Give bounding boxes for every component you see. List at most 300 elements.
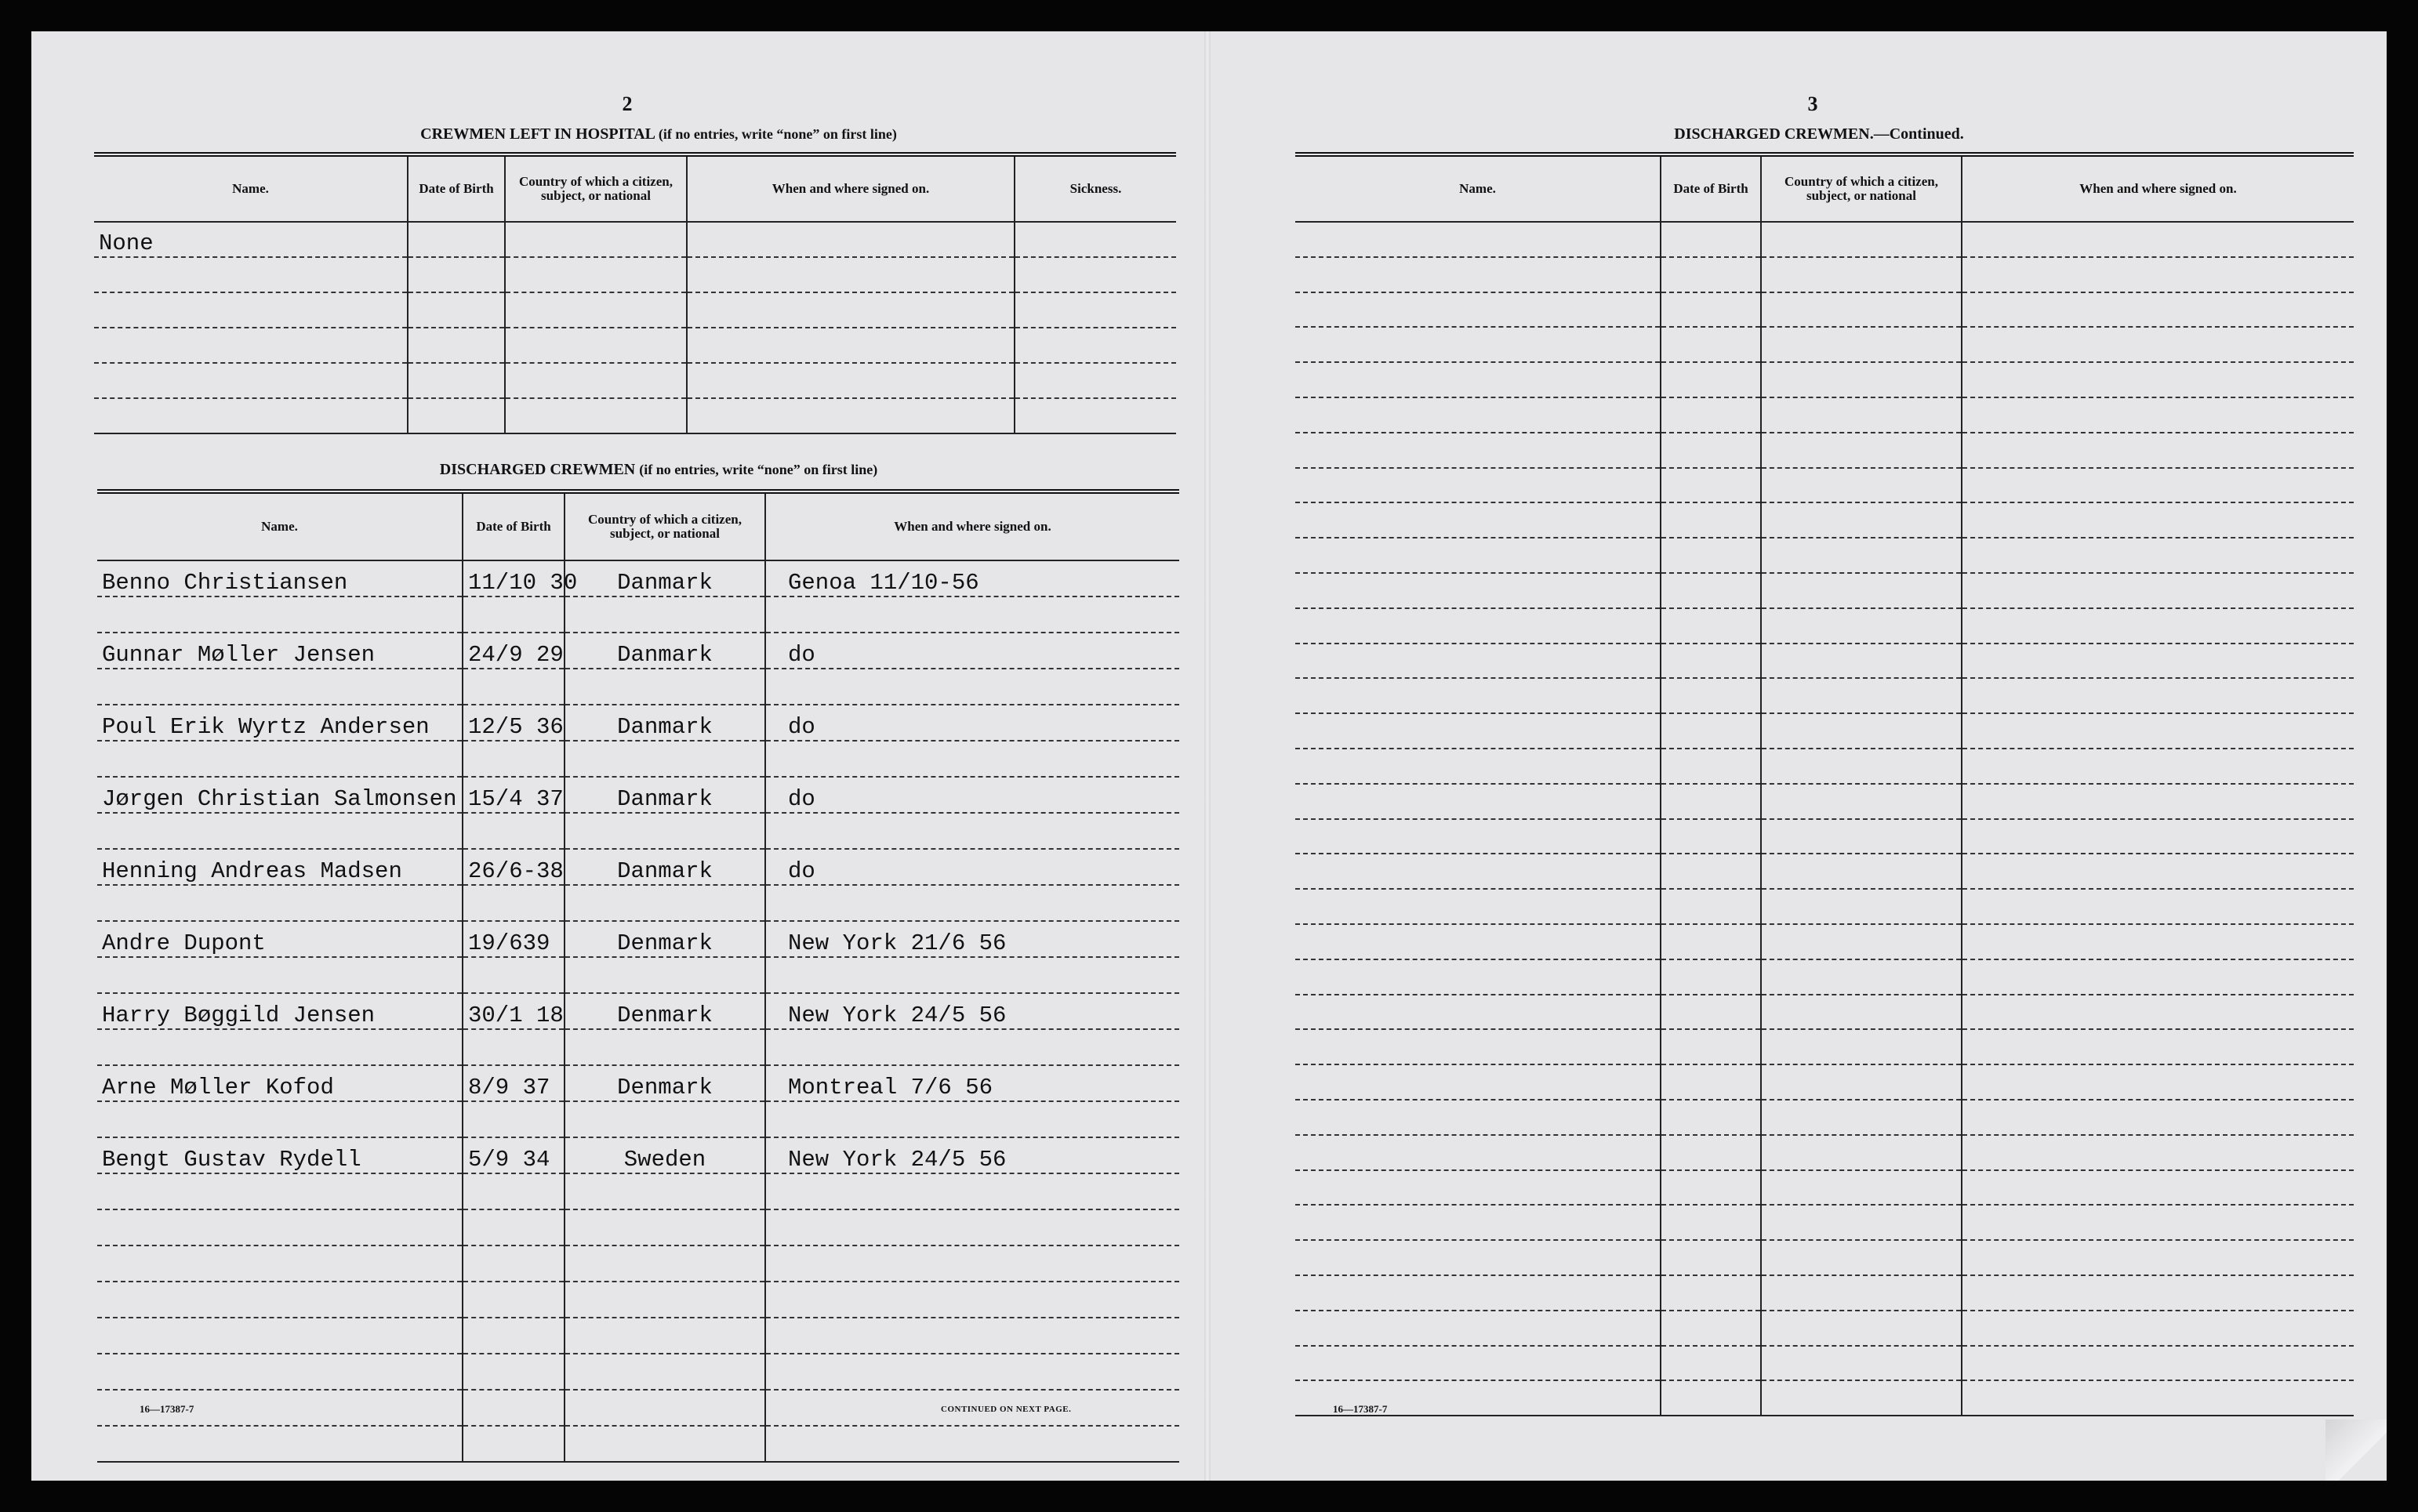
blank-cell: [1962, 468, 2354, 503]
blank-cell: [565, 957, 765, 993]
continued-rows: [1295, 222, 2354, 1416]
table-row: [1295, 678, 2354, 713]
header-name: Name.: [97, 491, 463, 560]
blank-cell: [765, 741, 1179, 777]
blank-cell: [97, 1173, 463, 1209]
cell-signed: do: [765, 705, 1179, 741]
blank-cell: [1962, 292, 2354, 328]
blank-cell: [97, 1354, 463, 1390]
table-row: [94, 398, 1176, 433]
blank-cell: [1761, 222, 1962, 257]
cell-dob: [408, 222, 505, 257]
cell-signed: do: [765, 633, 1179, 669]
table-row: [97, 633, 1179, 669]
blank-cell: [1962, 1064, 2354, 1100]
table-row: [1295, 538, 2354, 573]
discharged-rows: [97, 560, 1179, 1462]
blank-cell: [1962, 854, 2354, 889]
blank-cell: [1295, 292, 1661, 328]
form-code: 16—17387-7: [140, 1403, 194, 1415]
blank-cell: [1295, 538, 1661, 573]
table-row: [97, 993, 1179, 1029]
blank-cell: [1295, 995, 1661, 1030]
blank-cell: [565, 1282, 765, 1318]
table-row: [1295, 608, 2354, 644]
blank-cell: [97, 957, 463, 993]
blank-cell: [1962, 713, 2354, 749]
blank-cell: [1661, 538, 1761, 573]
table-row: [97, 1209, 1179, 1245]
blank-cell: [1661, 995, 1761, 1030]
cell-name: Jørgen Christian Salmonsen: [97, 777, 463, 813]
table-row: [94, 222, 1176, 257]
cell-country: Denmark: [565, 921, 765, 957]
blank-cell: [1761, 608, 1962, 644]
hospital-title-note: (if no entries, write “none” on first line): [658, 126, 897, 142]
blank-cell: [1761, 889, 1962, 924]
table-row: [1295, 854, 2354, 889]
table-row: [97, 705, 1179, 741]
blank-cell: [463, 813, 565, 849]
blank-cell: [1962, 362, 2354, 397]
blank-cell: [463, 1354, 565, 1390]
blank-cell: [1295, 1311, 1661, 1346]
cell-dob: 24/9 29: [463, 633, 565, 669]
page-curl: [2325, 1420, 2387, 1481]
cell-signed: Montreal 7/6 56: [765, 1065, 1179, 1101]
blank-cell: [1295, 1205, 1661, 1240]
table-row: [1295, 222, 2354, 257]
cell-name: [94, 257, 408, 292]
blank-cell: [1962, 1205, 2354, 1240]
table-row: [97, 957, 1179, 993]
blank-cell: [1295, 1275, 1661, 1311]
blank-cell: [1962, 1170, 2354, 1206]
cell-signed: [687, 222, 1015, 257]
blank-cell: [1761, 1029, 1962, 1064]
discharged-title-note: (if no entries, write “none” on first line): [639, 462, 878, 477]
blank-cell: [97, 1209, 463, 1245]
blank-cell: [1295, 644, 1661, 679]
blank-cell: [1661, 889, 1761, 924]
cell-name: Andre Dupont: [97, 921, 463, 957]
blank-cell: [1962, 1275, 2354, 1311]
cell-country: Sweden: [565, 1137, 765, 1173]
cell-name: Henning Andreas Madsen: [97, 849, 463, 885]
cell-country: Danmark: [565, 777, 765, 813]
hospital-table: [94, 152, 1176, 434]
table-row: [97, 1137, 1179, 1173]
blank-cell: [1295, 362, 1661, 397]
blank-cell: [1295, 468, 1661, 503]
blank-cell: [463, 1318, 565, 1354]
blank-cell: [1962, 924, 2354, 959]
blank-cell: [1962, 257, 2354, 292]
blank-cell: [1761, 538, 1962, 573]
blank-cell: [765, 1245, 1179, 1282]
blank-cell: [1661, 1311, 1761, 1346]
cell-dob: 26/6-38: [463, 849, 565, 885]
table-row: [97, 1101, 1179, 1137]
scanned-document: [31, 31, 2387, 1481]
cell-sickness: [1015, 292, 1176, 328]
table-row: [97, 885, 1179, 921]
blank-cell: [765, 1029, 1179, 1065]
blank-cell: [565, 1245, 765, 1282]
blank-cell: [765, 1282, 1179, 1318]
hospital-section-title: [125, 125, 1192, 143]
blank-cell: [1661, 292, 1761, 328]
blank-cell: [1661, 1205, 1761, 1240]
blank-cell: [1295, 1346, 1661, 1381]
cell-dob: 19/639: [463, 921, 565, 957]
blank-cell: [1661, 608, 1761, 644]
blank-cell: [1962, 1029, 2354, 1064]
blank-cell: [1962, 327, 2354, 362]
discharged-continued-title: DISCHARGED CREWMEN.—Continued.: [1674, 125, 1964, 143]
table-row: [1295, 362, 2354, 397]
table-row: [94, 257, 1176, 292]
table-row: [94, 328, 1176, 363]
blank-cell: [1295, 854, 1661, 889]
cell-name: [94, 292, 408, 328]
table-row: [97, 1282, 1179, 1318]
blank-cell: [1661, 327, 1761, 362]
blank-cell: [1962, 608, 2354, 644]
blank-cell: [1295, 327, 1661, 362]
table-row: [1295, 1135, 2354, 1170]
table-row: [1295, 468, 2354, 503]
blank-cell: [1962, 573, 2354, 608]
discharged-header-row: [97, 491, 1179, 560]
blank-cell: [1295, 1240, 1661, 1275]
blank-cell: [1962, 1100, 2354, 1135]
blank-cell: [1761, 713, 1962, 749]
blank-cell: [1761, 644, 1962, 679]
blank-cell: [1295, 433, 1661, 468]
table-row: [97, 596, 1179, 633]
blank-cell: [565, 1426, 765, 1462]
table-row: [1295, 292, 2354, 328]
blank-cell: [1295, 889, 1661, 924]
blank-cell: [463, 885, 565, 921]
cell-country: Danmark: [565, 849, 765, 885]
blank-cell: [1761, 362, 1962, 397]
table-row: [1295, 1170, 2354, 1206]
blank-cell: [1761, 749, 1962, 784]
discharged-continued-table: [1295, 152, 2354, 1416]
blank-cell: [765, 1101, 1179, 1137]
header-signed: When and where signed on.: [1962, 154, 2354, 222]
cell-signed: [687, 328, 1015, 363]
blank-cell: [1295, 959, 1661, 995]
blank-cell: [1661, 784, 1761, 819]
cell-signed: New York 24/5 56: [765, 993, 1179, 1029]
cell-signed: do: [765, 777, 1179, 813]
cell-sickness: [1015, 257, 1176, 292]
blank-cell: [1761, 397, 1962, 433]
blank-cell: [1962, 538, 2354, 573]
blank-cell: [463, 957, 565, 993]
blank-cell: [1761, 433, 1962, 468]
cell-name: Arne Møller Kofod: [97, 1065, 463, 1101]
header-country: Country of which a citizen, subject, or national: [565, 491, 765, 560]
blank-cell: [1761, 1205, 1962, 1240]
table-row: [1295, 1029, 2354, 1064]
blank-cell: [97, 741, 463, 777]
blank-cell: [1661, 468, 1761, 503]
cell-dob: 15/4 37: [463, 777, 565, 813]
blank-cell: [1761, 1311, 1962, 1346]
blank-cell: [765, 1318, 1179, 1354]
blank-cell: [463, 1390, 565, 1426]
blank-cell: [1761, 1380, 1962, 1416]
blank-cell: [1761, 1100, 1962, 1135]
blank-cell: [765, 885, 1179, 921]
hospital-title-text: CREWMEN LEFT IN HOSPITAL: [420, 125, 655, 143]
blank-cell: [765, 1173, 1179, 1209]
right-page: [1207, 31, 2387, 1481]
cell-sickness: [1015, 363, 1176, 398]
blank-cell: [97, 669, 463, 705]
cell-signed: [687, 257, 1015, 292]
table-row: [94, 363, 1176, 398]
blank-cell: [1962, 1240, 2354, 1275]
hospital-rows: [94, 222, 1176, 433]
blank-cell: [1761, 502, 1962, 538]
left-page: [31, 31, 1207, 1481]
blank-cell: [1661, 502, 1761, 538]
blank-cell: [1661, 257, 1761, 292]
blank-cell: [463, 1101, 565, 1137]
cell-dob: 12/5 36: [463, 705, 565, 741]
table-row: [1295, 889, 2354, 924]
table-row: [1295, 433, 2354, 468]
blank-cell: [97, 885, 463, 921]
discharged-section-title: [125, 461, 1192, 479]
blank-cell: [1661, 1170, 1761, 1206]
blank-cell: [1761, 292, 1962, 328]
cell-country: Denmark: [565, 1065, 765, 1101]
blank-cell: [1661, 678, 1761, 713]
cell-signed: do: [765, 849, 1179, 885]
blank-cell: [1761, 784, 1962, 819]
cell-country: Danmark: [565, 705, 765, 741]
blank-cell: [1761, 959, 1962, 995]
blank-cell: [1661, 1275, 1761, 1311]
blank-cell: [1295, 1135, 1661, 1170]
blank-cell: [1761, 1170, 1962, 1206]
continued-header-row: [1295, 154, 2354, 222]
blank-cell: [565, 1318, 765, 1354]
cell-country: Danmark: [565, 633, 765, 669]
blank-cell: [565, 596, 765, 633]
cell-name: Harry Bøggild Jensen: [97, 993, 463, 1029]
blank-cell: [1661, 1064, 1761, 1100]
cell-sickness: [1015, 328, 1176, 363]
blank-cell: [765, 1354, 1179, 1390]
table-row: [1295, 644, 2354, 679]
cell-signed: [687, 398, 1015, 433]
blank-cell: [1962, 502, 2354, 538]
table-row: [1295, 502, 2354, 538]
blank-cell: [565, 1029, 765, 1065]
table-row: [1295, 749, 2354, 784]
blank-cell: [1761, 1346, 1962, 1381]
table-row: [97, 1354, 1179, 1390]
table-row: [1295, 327, 2354, 362]
blank-cell: [463, 1209, 565, 1245]
cell-country: [505, 257, 687, 292]
table-row: [1295, 1275, 2354, 1311]
blank-cell: [1295, 784, 1661, 819]
blank-cell: [97, 1282, 463, 1318]
blank-cell: [765, 813, 1179, 849]
blank-cell: [765, 1209, 1179, 1245]
table-row: [1295, 819, 2354, 854]
blank-cell: [97, 1101, 463, 1137]
blank-cell: [1962, 784, 2354, 819]
cell-country: Danmark: [565, 560, 765, 596]
blank-cell: [565, 1390, 765, 1426]
cell-dob: 5/9 34: [463, 1137, 565, 1173]
table-row: [97, 813, 1179, 849]
blank-cell: [1661, 1346, 1761, 1381]
blank-cell: [1295, 257, 1661, 292]
blank-cell: [1661, 924, 1761, 959]
cell-signed: Genoa 11/10-56: [765, 560, 1179, 596]
blank-cell: [1295, 819, 1661, 854]
cell-dob: [408, 257, 505, 292]
blank-cell: [1295, 573, 1661, 608]
cell-name: [94, 398, 408, 433]
blank-cell: [97, 1426, 463, 1462]
blank-cell: [1661, 713, 1761, 749]
blank-cell: [1295, 1029, 1661, 1064]
blank-cell: [1761, 573, 1962, 608]
table-row: [97, 921, 1179, 957]
table-row: [97, 849, 1179, 885]
blank-cell: [1661, 749, 1761, 784]
table-row: [1295, 1205, 2354, 1240]
cell-country: [505, 363, 687, 398]
cell-dob: [408, 363, 505, 398]
blank-cell: [1661, 1029, 1761, 1064]
blank-cell: [463, 741, 565, 777]
blank-cell: [765, 596, 1179, 633]
cell-name: Benno Christiansen: [97, 560, 463, 596]
blank-cell: [565, 669, 765, 705]
blank-cell: [97, 1245, 463, 1282]
table-row: [1295, 397, 2354, 433]
blank-cell: [565, 813, 765, 849]
blank-cell: [1962, 678, 2354, 713]
form-code: 16—17387-7: [1333, 1403, 1388, 1415]
blank-cell: [1761, 819, 1962, 854]
blank-cell: [1295, 222, 1661, 257]
blank-cell: [1295, 924, 1661, 959]
blank-cell: [463, 1282, 565, 1318]
blank-cell: [1661, 854, 1761, 889]
blank-cell: [1295, 608, 1661, 644]
cell-dob: 8/9 37: [463, 1065, 565, 1101]
table-row: [97, 741, 1179, 777]
cell-name: [94, 328, 408, 363]
header-name: Name.: [94, 154, 408, 222]
cell-dob: [408, 292, 505, 328]
header-dob: Date of Birth: [1661, 154, 1761, 222]
header-name: Name.: [1295, 154, 1661, 222]
discharged-title-text: DISCHARGED CREWMEN: [439, 461, 636, 478]
blank-cell: [1962, 959, 2354, 995]
blank-cell: [1661, 959, 1761, 995]
blank-cell: [1661, 1380, 1761, 1416]
cell-dob: [408, 328, 505, 363]
cell-country: [505, 328, 687, 363]
cell-dob: [408, 398, 505, 433]
blank-cell: [765, 957, 1179, 993]
blank-cell: [1962, 1311, 2354, 1346]
table-row: [97, 1426, 1179, 1462]
blank-cell: [765, 1426, 1179, 1462]
cell-dob: 30/1 18: [463, 993, 565, 1029]
blank-cell: [97, 813, 463, 849]
cell-name: Bengt Gustav Rydell: [97, 1137, 463, 1173]
table-row: [97, 1318, 1179, 1354]
hospital-header-row: [94, 154, 1176, 222]
table-row: [1295, 784, 2354, 819]
blank-cell: [1761, 468, 1962, 503]
blank-cell: [1962, 1135, 2354, 1170]
blank-cell: [1962, 397, 2354, 433]
blank-cell: [1295, 1170, 1661, 1206]
blank-cell: [1761, 678, 1962, 713]
blank-cell: [1295, 397, 1661, 433]
blank-cell: [1962, 222, 2354, 257]
cell-name: [94, 363, 408, 398]
page-number: 3: [1807, 92, 1818, 115]
table-row: [1295, 924, 2354, 959]
discharged-table: [97, 489, 1179, 1463]
blank-cell: [97, 596, 463, 633]
table-row: [97, 1065, 1179, 1101]
blank-cell: [1295, 502, 1661, 538]
blank-cell: [1661, 1135, 1761, 1170]
blank-cell: [1661, 362, 1761, 397]
blank-cell: [97, 1029, 463, 1065]
table-row: [1295, 1240, 2354, 1275]
cell-country: [505, 222, 687, 257]
blank-cell: [565, 1101, 765, 1137]
blank-cell: [565, 1354, 765, 1390]
cell-sickness: [1015, 222, 1176, 257]
blank-cell: [1295, 1100, 1661, 1135]
cell-name: Poul Erik Wyrtz Andersen: [97, 705, 463, 741]
header-sickness: Sickness.: [1015, 154, 1176, 222]
blank-cell: [1661, 573, 1761, 608]
blank-cell: [1761, 995, 1962, 1030]
blank-cell: [1761, 854, 1962, 889]
cell-name: Gunnar Møller Jensen: [97, 633, 463, 669]
cell-sickness: [1015, 398, 1176, 433]
header-dob: Date of Birth: [408, 154, 505, 222]
header-signed: When and where signed on.: [765, 491, 1179, 560]
blank-cell: [463, 1426, 565, 1462]
cell-signed: [687, 292, 1015, 328]
blank-cell: [1661, 222, 1761, 257]
cell-signed: New York 21/6 56: [765, 921, 1179, 957]
blank-cell: [1962, 1380, 2354, 1416]
